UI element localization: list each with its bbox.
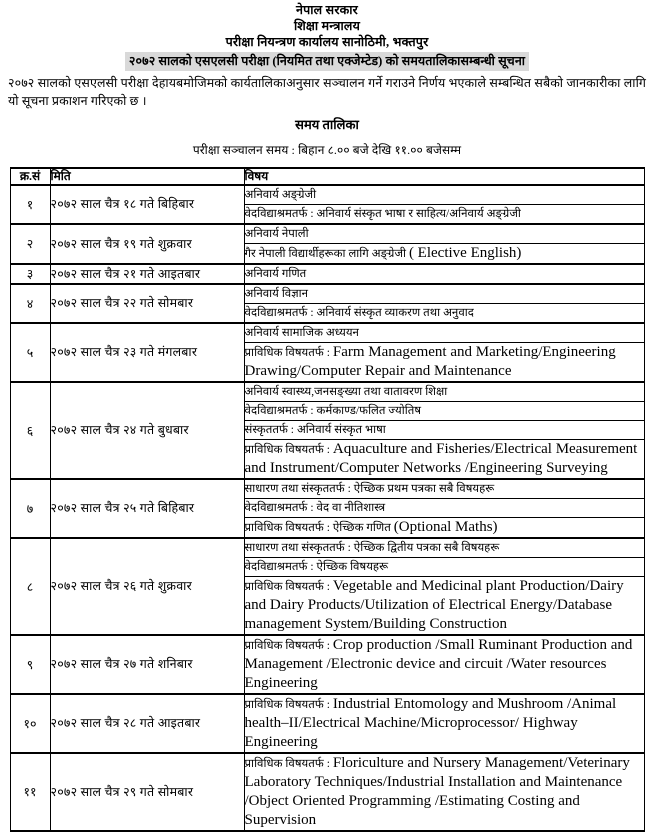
subject-text-nepali: वेदविद्याश्रमतर्फ : अनिवार्य संस्कृत भाषा र साहित्य/अनिवार्य अङ्ग्रेजी — [244, 208, 521, 220]
cell-subject — [244, 558, 644, 577]
subject-text-english: ( Elective English) — [408, 245, 522, 261]
table-row — [10, 538, 644, 558]
subject-text-nepali: वेदविद्याश्रमतर्फ : वेद वा नीतिशास्त्र — [244, 502, 386, 514]
cell-subject — [244, 440, 644, 480]
subject-text-nepali: प्राविधिक विषयतर्फ : — [244, 347, 333, 359]
table-row — [10, 264, 644, 284]
cell-subject — [244, 635, 644, 694]
cell-subject — [244, 244, 644, 265]
table-row — [10, 479, 644, 499]
subject-text-english: Aquaculture and Fisheries/Electrical Measurement and Instrument/Computer Networks /Engineering Surveying — [244, 441, 638, 476]
cell-exam-date: २०७२ साल चैत्र २७ गते शनिबार — [50, 635, 244, 694]
table-row — [10, 185, 644, 205]
subject-text-english: (Optional Maths) — [393, 519, 498, 535]
cell-subject — [244, 694, 644, 753]
subject-text-nepali: अनिवार्य स्वास्थ्य,जनसङ्ख्या तथा वातावरण शिक्षा — [244, 386, 448, 398]
table-row — [10, 694, 644, 753]
cell-exam-date: २०७२ साल चैत्र २५ गते बिहिबार — [50, 479, 244, 538]
subject-text-english: Vegetable and Medicinal plant Production/Dairy and Dairy Products/Utilization of Electrical Energy/Database management System/Building Construction — [244, 578, 624, 632]
subject-text-nepali: वेदविद्याश्रमतर्फ : अनिवार्य संस्कृत व्याकरण तथा अनुवाद — [244, 307, 474, 319]
header-line-office: परीक्षा नियन्त्रण कार्यालय सानोठिमी, भक्तपुर — [225, 35, 429, 49]
subject-text-nepali: प्राविधिक विषयतर्फ : ऐच्छिक गणित — [244, 522, 394, 534]
notice-title — [6, 52, 648, 71]
subject-text-nepali: वेदविद्याश्रमतर्फ : कर्मकाण्ड/फलित ज्योतिष — [244, 405, 422, 417]
column-header-subject: विषय — [244, 168, 644, 185]
cell-subject — [244, 343, 644, 383]
cell-serial-number: ११ — [10, 753, 50, 831]
cell-subject — [244, 499, 644, 518]
subject-text-english: Crop production /Small Ruminant Production and Management /Electronic device and circuit /Water resources Engineering — [244, 637, 633, 691]
subject-text-nepali: प्राविधिक विषयतर्फ : — [244, 581, 333, 593]
table-row — [10, 224, 644, 244]
subject-text-nepali: संस्कृततर्फ : अनिवार्य संस्कृत भाषा — [244, 424, 386, 436]
notice-title-text: २०७२ सालको एसएलसी परीक्षा (नियमित तथा एक्जेम्टेड) को समयतालिकासम्बन्धी सूचना — [125, 52, 529, 71]
subject-text-nepali: प्राविधिक विषयतर्फ : — [244, 699, 333, 711]
table-row — [10, 382, 644, 402]
subject-text-nepali: वेदविद्याश्रमतर्फ : ऐच्छिक विषयहरू — [244, 561, 389, 573]
cell-exam-date: २०७२ साल चैत्र २३ गते मंगलबार — [50, 323, 244, 382]
table-row — [10, 284, 644, 304]
table-head — [10, 168, 644, 185]
cell-subject — [244, 304, 644, 324]
cell-subject — [244, 577, 644, 636]
table-row — [10, 323, 644, 343]
subject-text-nepali: प्राविधिक विषयतर्फ : — [244, 640, 333, 652]
schedule-subheading: समय तालिका — [295, 117, 359, 132]
cell-serial-number: ९ — [10, 635, 50, 694]
cell-serial-number: १० — [10, 694, 50, 753]
cell-exam-date: २०७२ साल चैत्र २४ गते बुधबार — [50, 382, 244, 479]
table-row — [10, 635, 644, 694]
cell-exam-date: २०७२ साल चैत्र २२ गते सोमबार — [50, 284, 244, 323]
exam-schedule-table — [10, 167, 645, 832]
cell-serial-number: १ — [10, 185, 50, 224]
column-header-serial: क्र.सं — [10, 168, 50, 185]
column-header-date: मिति — [50, 168, 244, 185]
notice-paragraph: २०७२ सालको एसएलसी परीक्षा देहायबमोजिमको कार्यतालिकाअनुसार सञ्चालन गर्ने गराउने निर्णय भएकाले सम्बन्धित सबैको जानकारीका लागि यो सूचना प्रकाशन गरिएको छ । — [8, 76, 646, 108]
subject-text-nepali: प्राविधिक विषयतर्फ : — [244, 444, 333, 456]
cell-serial-number: ७ — [10, 479, 50, 538]
cell-serial-number: ८ — [10, 538, 50, 635]
subject-text-english: Farm Management and Marketing/Engineering Drawing/Computer Repair and Maintenance — [244, 344, 616, 379]
cell-exam-date: २०७२ साल चैत्र २८ गते आइतबार — [50, 694, 244, 753]
cell-subject — [244, 479, 644, 499]
cell-serial-number: ३ — [10, 264, 50, 284]
header-line-government: नेपाल सरकार — [296, 3, 358, 17]
subject-text-nepali: साधारण तथा संस्कृततर्फ : ऐच्छिक प्रथम पत्रका सबै विषयहरू — [244, 483, 495, 495]
cell-subject — [244, 753, 644, 831]
subject-text-english: Floriculture and Nursery Management/Veterinary Laboratory Techniques/Industrial Installation and Maintenance /Object Oriented Programming /Estimating Costing and Supervision — [244, 755, 630, 828]
cell-subject — [244, 382, 644, 402]
exam-time-line: परीक्षा सञ्चालन समय : बिहान ८.०० बजे देखि ११.०० बजेसम्म — [192, 143, 462, 157]
cell-subject — [244, 264, 644, 284]
subject-text-nepali: गैर नेपाली विद्यार्थीहरूका लागि अङ्ग्रेजी — [244, 248, 409, 260]
subject-text-nepali: अनिवार्य सामाजिक अध्ययन — [244, 327, 359, 339]
cell-serial-number: ५ — [10, 323, 50, 382]
table-row — [10, 753, 644, 831]
cell-subject — [244, 205, 644, 225]
subject-text-english: Industrial Entomology and Mushroom /Animal health–II/Electrical Machine/Microprocessor/ Highway Engineering — [244, 696, 617, 750]
subject-text-nepali: साधारण तथा संस्कृततर्फ : ऐच्छिक द्वितीय पत्रका सबै विषयहरू — [244, 542, 500, 554]
subject-text-nepali: अनिवार्य गणित — [244, 268, 307, 280]
table-header-row — [10, 168, 644, 185]
subject-text-nepali: प्राविधिक विषयतर्फ : — [244, 758, 333, 770]
cell-subject — [244, 402, 644, 421]
cell-serial-number: २ — [10, 224, 50, 264]
header-line-ministry: शिक्षा मन्त्रालय — [293, 19, 361, 33]
cell-subject — [244, 518, 644, 539]
cell-subject — [244, 284, 644, 304]
subject-text-nepali: अनिवार्य अङ्ग्रेजी — [244, 189, 317, 201]
subject-text-nepali: अनिवार्य विज्ञान — [244, 288, 309, 300]
cell-exam-date: २०७२ साल चैत्र १९ गते शुक्रवार — [50, 224, 244, 264]
cell-serial-number: ६ — [10, 382, 50, 479]
cell-exam-date: २०७२ साल चैत्र १८ गते बिहिबार — [50, 185, 244, 224]
table-body — [10, 185, 644, 831]
cell-subject — [244, 538, 644, 558]
header-block — [6, 0, 648, 50]
cell-exam-date: २०७२ साल चैत्र २६ गते शुक्रवार — [50, 538, 244, 635]
cell-subject — [244, 224, 644, 244]
cell-subject — [244, 323, 644, 343]
cell-subject — [244, 185, 644, 205]
cell-subject — [244, 421, 644, 440]
subject-text-nepali: अनिवार्य नेपाली — [244, 228, 309, 240]
cell-exam-date: २०७२ साल चैत्र २१ गते आइतबार — [50, 264, 244, 284]
cell-serial-number: ४ — [10, 284, 50, 323]
cell-exam-date: २०७२ साल चैत्र २९ गते सोमबार — [50, 753, 244, 831]
